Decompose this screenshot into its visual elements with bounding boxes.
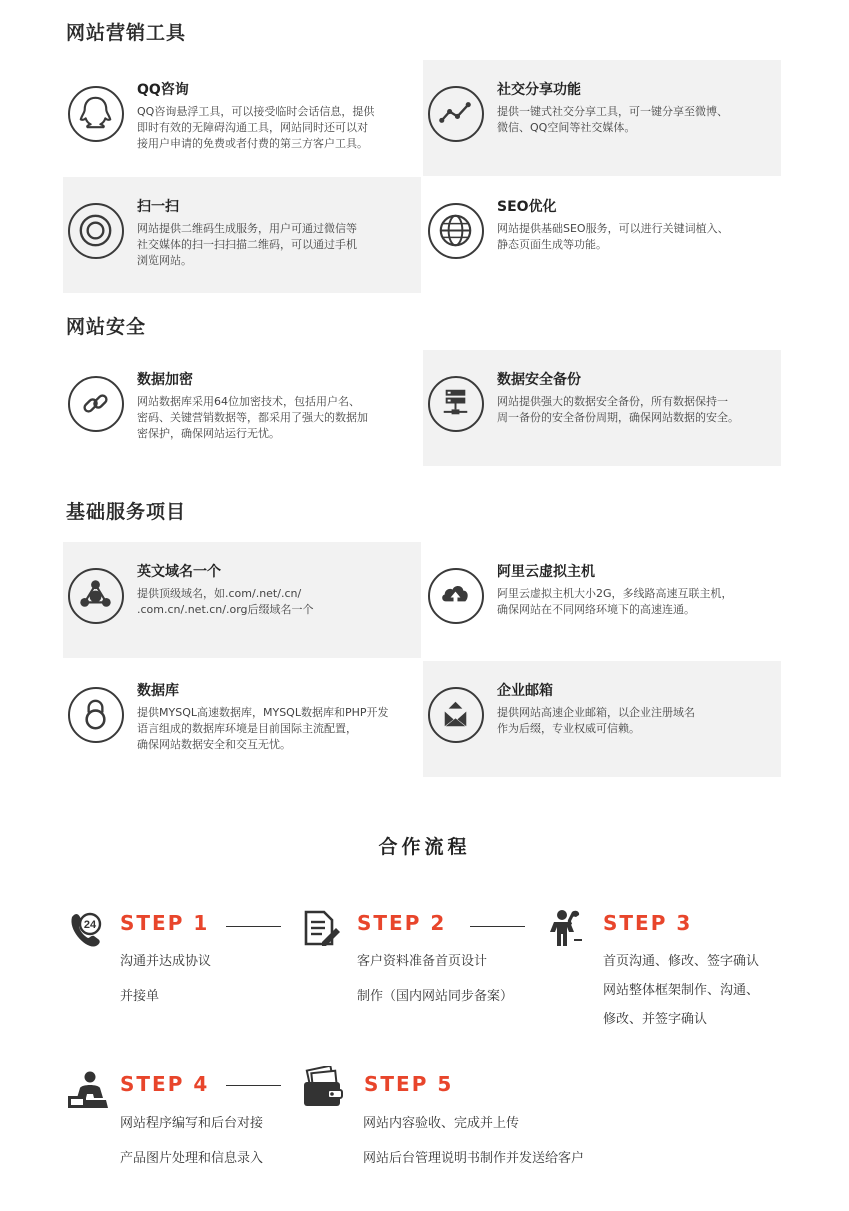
document-pen-icon xyxy=(300,906,344,950)
card-title: 数据加密 xyxy=(137,372,193,388)
step-1-line-2: 并接单 xyxy=(120,989,160,1004)
envelope-icon xyxy=(428,687,484,743)
wallet-cash-icon xyxy=(300,1066,344,1110)
feature-card-domain xyxy=(63,542,421,658)
card-title: 企业邮箱 xyxy=(497,683,553,699)
card-title: 阿里云虚拟主机 xyxy=(497,564,595,580)
step-4-line-2: 产品图片处理和信息录入 xyxy=(120,1151,264,1166)
step-2-line-2: 制作（国内网站同步备案） xyxy=(357,989,514,1004)
step-3-line-1: 首页沟通、修改、签字确认 xyxy=(603,954,760,969)
person-laptop-icon xyxy=(66,1068,110,1112)
step-divider xyxy=(470,926,525,927)
step-1-line-1: 沟通并达成协议 xyxy=(120,954,212,969)
card-description: 网站提供强大的数据安全备份，所有数据保持一 周一备份的安全备份周期，确保网站数据的安全。 xyxy=(497,395,739,424)
network-icon xyxy=(68,568,124,624)
feature-card-mail xyxy=(423,661,781,777)
feature-card-seo xyxy=(423,177,781,293)
feature-card-scan xyxy=(63,177,421,293)
process-title: 合作流程 xyxy=(378,836,471,858)
step-4-line-1: 网站程序编写和后台对接 xyxy=(120,1116,264,1131)
feature-card-host xyxy=(423,542,781,658)
step-5-label: STEP 5 xyxy=(364,1072,454,1096)
card-title: SEO优化 xyxy=(497,199,557,215)
globe-icon xyxy=(428,203,484,259)
card-description: 提供一键式社交分享工具，可一键分享至微博、 微信、QQ空间等社交媒体。 xyxy=(497,105,728,134)
card-description: 网站提供二维码生成服务，用户可通过微信等 社交媒体的扫一扫扫描二维码，可以通过手机 浏览网站。 xyxy=(137,222,357,267)
card-title: 英文域名一个 xyxy=(137,564,221,580)
section-title-security: 网站安全 xyxy=(66,316,147,338)
feature-card-encrypt xyxy=(63,350,421,466)
step-1-label: STEP 1 xyxy=(120,911,210,935)
card-description: 网站数据库采用64位加密技术，包括用户名、 密码、关键营销数据等，都采用了强大的数据加 密保护，确保网站运行无忧。 xyxy=(137,395,368,440)
step-3-line-2: 网站整体框架制作、沟通、 xyxy=(603,983,760,998)
cloud-upload-icon xyxy=(428,568,484,624)
step-2-label: STEP 2 xyxy=(357,911,447,935)
step-4-label: STEP 4 xyxy=(120,1072,210,1096)
step-divider xyxy=(226,926,281,927)
card-description: 提供网站高速企业邮箱，以企业注册域名 作为后缀，专业权威可信赖。 xyxy=(497,706,695,735)
step-5-line-2: 网站后台管理说明书制作并发送给客户 xyxy=(363,1151,585,1166)
server-icon xyxy=(428,376,484,432)
card-description: 网站提供基础SEO服务，可以进行关键词植入、 静态页面生成等功能。 xyxy=(497,222,729,251)
step-2-line-1: 客户资料准备首页设计 xyxy=(357,954,488,969)
card-description: QQ咨询悬浮工具，可以接受临时会话信息，提供 即时有效的无障碍沟通工具，网站同时还可以对 接用户申请的免费或者付费的第三方客户工具。 xyxy=(137,105,375,150)
card-description: 提供顶级域名，如.com/.net/.cn/ .com.cn/.net.cn/.org后缀域名一个 xyxy=(137,587,314,616)
card-title: 数据库 xyxy=(137,683,179,699)
feature-card-share xyxy=(423,60,781,176)
section-title-marketing: 网站营销工具 xyxy=(66,22,187,44)
feature-card-database xyxy=(63,661,421,777)
card-title: 扫一扫 xyxy=(137,199,179,215)
step-3-line-3: 修改、并签字确认 xyxy=(603,1012,708,1027)
feature-card-backup xyxy=(423,350,781,466)
target-icon xyxy=(68,203,124,259)
badge-24-text: 24 xyxy=(83,919,97,931)
section-title-basic: 基础服务项目 xyxy=(66,501,187,523)
line-chart-icon xyxy=(428,86,484,142)
phone-24-icon xyxy=(66,908,110,952)
businessman-phone-icon xyxy=(544,906,588,950)
step-5-line-1: 网站内容验收、完成并上传 xyxy=(363,1116,520,1131)
card-title: 社交分享功能 xyxy=(497,82,581,98)
chain-link-icon xyxy=(68,376,124,432)
card-title: 数据安全备份 xyxy=(497,372,581,388)
card-description: 阿里云虚拟主机大小2G，多线路高速互联主机， 确保网站在不同网络环境下的高速连通。 xyxy=(497,587,733,616)
step-divider xyxy=(226,1085,281,1086)
padlock-icon xyxy=(68,687,124,743)
step-3-label: STEP 3 xyxy=(603,911,693,935)
card-description: 提供MYSQL高速数据库，MYSQL数据库和PHP开发 语言组成的数据库环境是目前国际主流配置， 确保网站数据安全和交互无忧。 xyxy=(137,706,389,751)
card-title: QQ咨询 xyxy=(137,82,189,98)
feature-card-qq xyxy=(63,60,421,176)
qq-penguin-icon xyxy=(68,86,124,142)
